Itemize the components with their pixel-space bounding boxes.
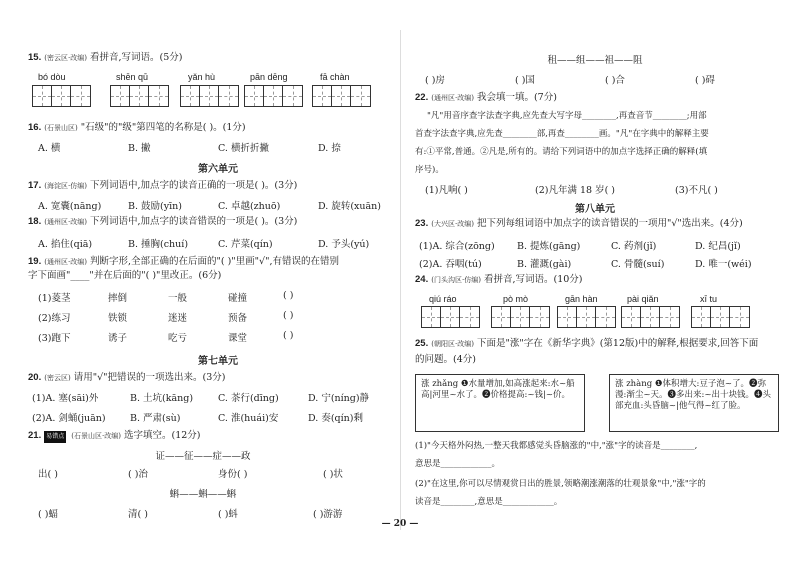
q19-row2-answer[interactable]: ( )	[283, 310, 294, 321]
q24-answer-box-2[interactable]	[491, 306, 550, 328]
q22-source: (通州区·改编)	[431, 94, 474, 102]
question-21	[28, 430, 201, 443]
q22-text: 我会填一填。(7分)	[476, 92, 557, 103]
q21-char-group-2: 蝌——蝌——蝌	[169, 489, 237, 500]
q24-pinyin-2: pò mò	[503, 294, 529, 304]
q19-text: 判断字形,全部正确的在后面的"( )"里画"√",有错误的在错别	[89, 256, 339, 267]
q15-source: (密云区·改编)	[44, 54, 87, 62]
q19-row3-col4: 课堂	[228, 333, 248, 344]
q19-row2-col4: 预备	[228, 313, 248, 324]
q24-answer-box-1[interactable]	[421, 306, 480, 328]
q16-option-d[interactable]: D. 捺	[318, 143, 341, 154]
q22-line4: 序号)。	[415, 165, 444, 175]
q18-option-a[interactable]: A. 掐住(qiā)	[38, 239, 93, 250]
q25-sub1-line2[interactable]: 意思是____________。	[415, 459, 501, 469]
q23-1-option-d[interactable]: D. 纪昌(jǐ)	[695, 241, 741, 252]
q15-answer-box-4[interactable]	[244, 85, 303, 107]
q16-source: (石景山区)	[44, 124, 78, 132]
dictionary-entry-zhang3: 涨 zhǎng ❶水量增加,如高涨起来:水~船高|河里~水了。❷价格提高:~钱|~价。	[415, 374, 585, 432]
q20-number: 20.	[28, 372, 42, 383]
q22-item3[interactable]: (3)不凡( )	[675, 185, 718, 196]
question-19	[28, 256, 339, 268]
q15-pinyin-1: bó dòu	[38, 72, 66, 82]
q23-1-option-a[interactable]: (1)A. 综合(zōng)	[419, 241, 495, 252]
unit-6-heading: 第六单元	[198, 164, 238, 175]
q23-2-option-d[interactable]: D. 唯一(wéi)	[695, 259, 752, 270]
q24-answer-box-4[interactable]	[621, 306, 680, 328]
q24-pinyin-5: xī tu	[700, 294, 718, 304]
q18-number: 18.	[28, 216, 42, 227]
q23-2-option-c[interactable]: C. 骨髓(suí)	[611, 259, 665, 270]
q21-row1-item3[interactable]: 身份( )	[218, 469, 248, 480]
q17-option-a[interactable]: A. 宽囊(nāng)	[38, 201, 102, 212]
top-row-item2[interactable]: ( )国	[515, 75, 535, 86]
q18-text: 下列词语中,加点字的读音错误的一项是( )。(3分)	[89, 216, 298, 227]
q19-row1-col1: (1)菱茎	[38, 293, 71, 304]
q19-row3-col3: 吃亏	[168, 333, 188, 344]
q22-line2: 首查字法查字典,应先查________部,再查________画。"凡"在字典中的解释主要	[415, 129, 709, 139]
q24-number: 24.	[415, 274, 429, 285]
page-number: — 20 —	[381, 519, 419, 529]
q24-answer-box-3[interactable]	[557, 306, 616, 328]
question-15	[28, 52, 182, 64]
q21-row2-item3[interactable]: ( )蚪	[218, 509, 238, 520]
top-char-group: 租——组——祖——阻	[547, 55, 643, 66]
q15-answer-box-2[interactable]	[110, 85, 169, 107]
q17-option-d[interactable]: D. 旋转(xuān)	[318, 201, 381, 212]
q23-source: (大兴区·改编)	[431, 220, 474, 228]
question-16	[28, 122, 246, 134]
q15-pinyin-2: shēn qū	[116, 72, 149, 82]
q15-answer-box-3[interactable]	[180, 85, 239, 107]
q22-line3: 有:①平常,普通。②凡是,所有的。请给下列词语中的加点字选择正确的解释(填	[415, 147, 708, 157]
unit-8-heading: 第八单元	[575, 204, 615, 215]
q24-pinyin-1: qiú ráo	[429, 294, 457, 304]
q18-option-b[interactable]: B. 捶胸(chuí)	[128, 239, 189, 250]
q22-line1: "凡"用音序查字法查字典,应先查大写字母________,再查音节________;用部	[427, 111, 707, 121]
q21-row2-item2[interactable]: 清( )	[128, 509, 148, 520]
q16-option-b[interactable]: B. 撇	[128, 143, 151, 154]
q25-text-line2: 的问题。(4分)	[415, 354, 476, 365]
q21-number: 21.	[28, 430, 42, 441]
q25-source: (朝阳区·改编)	[431, 340, 474, 348]
question-23	[415, 218, 743, 230]
q16-option-c[interactable]: C. 横折折撇	[218, 143, 269, 154]
top-row-item3[interactable]: ( )合	[605, 75, 625, 86]
q19-row2-col3: 迷迷	[168, 313, 188, 324]
q23-text: 把下列每组词语中加点字的读音错误的一项用"√"选出来。(4分)	[476, 218, 743, 229]
q21-row2-item1[interactable]: ( )蝠	[38, 509, 58, 520]
q23-2-option-b[interactable]: B. 灌溉(gài)	[517, 259, 572, 270]
q17-text: 下列词语中,加点字的读音正确的一项是( )。(3分)	[89, 180, 298, 191]
q20-2-option-b[interactable]: B. 严肃(sù)	[130, 413, 181, 424]
unit-7-heading: 第七单元	[198, 356, 238, 367]
question-20	[28, 372, 226, 384]
q15-answer-box-5[interactable]	[312, 85, 371, 107]
q19-row2-col2: 铁锁	[108, 313, 128, 324]
q25-number: 25.	[415, 338, 429, 349]
question-24	[415, 274, 583, 286]
q25-text: 下面是"涨"字在《新华字典》(第12版)中的解释,根据要求,回答下面	[476, 338, 759, 349]
q19-row3-answer[interactable]: ( )	[283, 330, 294, 341]
q15-text: 看拼音,写词语。(5分)	[89, 52, 183, 63]
q20-2-option-a[interactable]: (2)A. 剑蛹(juān)	[32, 413, 106, 424]
q17-option-c[interactable]: C. 卓越(zhuō)	[218, 201, 281, 212]
q15-pinyin-4: pān dēng	[250, 72, 288, 82]
q24-answer-box-5[interactable]	[691, 306, 750, 328]
q24-text: 看拼音,写词语。(10分)	[483, 274, 583, 285]
q20-1-option-a[interactable]: (1)A. 塞(sāi)外	[32, 393, 99, 404]
q20-1-option-b[interactable]: B. 土坑(kāng)	[130, 393, 194, 404]
q22-number: 22.	[415, 92, 429, 103]
q23-number: 23.	[415, 218, 429, 229]
q25-sub2-line2[interactable]: 读音是________,意思是____________。	[415, 497, 563, 507]
question-18	[28, 216, 297, 228]
q19-row3-col1: (3)跑下	[38, 333, 71, 344]
q21-text: 选字填空。(12分)	[124, 430, 201, 441]
q19-number: 19.	[28, 256, 42, 267]
q23-2-option-a[interactable]: (2)A. 吞咽(tú)	[419, 259, 482, 270]
top-row-item1[interactable]: ( )房	[425, 75, 445, 86]
question-22	[415, 92, 557, 104]
q25-sub2-line1: (2)"在这里,你可以尽情观赏日出的胜景,领略潮涨潮落的壮观景象"中,"涨"字的	[415, 479, 706, 489]
q21-char-group-1: 证——征——症——政	[155, 451, 251, 462]
q19-row3-col2: 诱子	[108, 333, 128, 344]
q19-row1-col2: 摔倒	[108, 293, 128, 304]
question-17	[28, 180, 297, 192]
q16-number: 16.	[28, 122, 42, 133]
q18-source: (通州区·改编)	[44, 218, 87, 226]
q15-pinyin-3: yǎn hù	[188, 72, 216, 82]
q20-1-option-c[interactable]: C. 茶行(dīng)	[218, 393, 279, 404]
q19-row1-col3: 一般	[168, 293, 188, 304]
error-prone-badge: 易错点	[44, 431, 66, 443]
q21-source: (石景山区·改编)	[71, 432, 121, 440]
q16-text: "石级"的"级"第四笔的名称是( )。(1分)	[80, 122, 246, 133]
q20-1-option-d[interactable]: D. 宁(níng)静	[308, 393, 370, 404]
q24-pinyin-3: gān hàn	[565, 294, 598, 304]
q19-row1-col4: 碰撞	[228, 293, 248, 304]
dictionary-entry-zhang4: 涨 zhàng ❶体积增大:豆子泡~了。❷弥漫:渐尘~天。❸多出来:~出十块钱。❹头部充血:头昏脑~|他气得~红了脸。	[609, 374, 779, 432]
q23-1-option-c[interactable]: C. 药剂(jǐ)	[611, 241, 657, 252]
q25-sub1-line1: (1)"今天格外闷热,一整天我都感觉头昏脑涨的"中,"涨"字的读音是________,	[415, 441, 698, 451]
q20-source: (密云区)	[44, 374, 71, 382]
q15-pinyin-5: fā chàn	[320, 72, 350, 82]
q21-row1-item4[interactable]: ( )状	[323, 469, 343, 480]
q17-source: (海淀区·仿编)	[44, 182, 87, 190]
q20-2-option-c[interactable]: C. 淮(huái)安	[218, 413, 279, 424]
page-gutter	[400, 30, 401, 530]
q20-2-option-d[interactable]: D. 奏(qín)剩	[308, 413, 363, 424]
q21-row1-item1[interactable]: 出( )	[38, 469, 58, 480]
q24-source: (门头沟区·仿编)	[431, 276, 481, 284]
question-25	[415, 338, 758, 350]
q19-source: (通州区·改编)	[44, 258, 87, 266]
q15-answer-box-1[interactable]	[32, 85, 91, 107]
q17-option-b[interactable]: B. 鼓励(yīn)	[128, 201, 182, 212]
q19-row1-answer[interactable]: ( )	[283, 290, 294, 301]
q21-row2-item4[interactable]: ( )游游	[313, 509, 343, 520]
q19-row2-col1: (2)练习	[38, 313, 71, 324]
q22-item2[interactable]: (2)凡年满 18 岁( )	[535, 185, 616, 196]
q23-1-option-b[interactable]: B. 提炼(gāng)	[517, 241, 581, 252]
q18-option-d[interactable]: D. 予头(yú)	[318, 239, 370, 250]
q22-item1[interactable]: (1)凡响( )	[425, 185, 468, 196]
top-row-item4[interactable]: ( )碍	[695, 75, 715, 86]
q18-option-c[interactable]: C. 芹菜(qín)	[218, 239, 273, 250]
q16-option-a[interactable]: A. 横	[38, 143, 61, 154]
q20-text: 请用"√"把错误的一项选出来。(3分)	[73, 372, 226, 383]
q24-pinyin-4: pài qiǎn	[627, 294, 659, 304]
q21-row1-item2[interactable]: ( )治	[128, 469, 148, 480]
q15-number: 15.	[28, 52, 42, 63]
q17-number: 17.	[28, 180, 42, 191]
q19-text-line2: 字下面画"____"并在后面的"( )"里改正。(6分)	[28, 270, 222, 281]
